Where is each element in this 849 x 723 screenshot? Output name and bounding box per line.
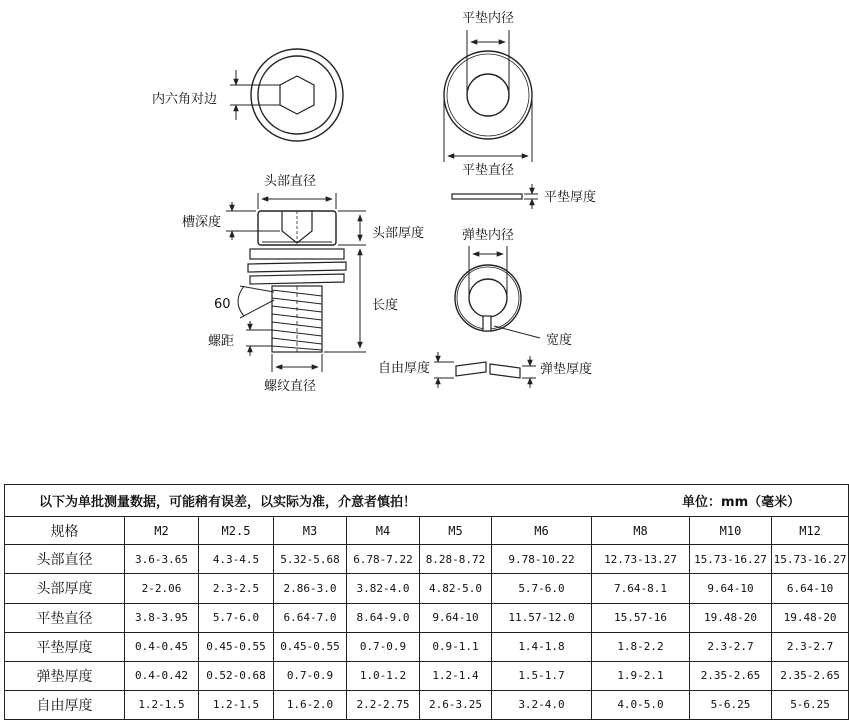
label-flat-washer-diameter: 平垫直径 [462, 163, 515, 178]
width-leader [494, 326, 540, 338]
table-cell: 2.3-2.5 [199, 574, 274, 603]
label-head-diameter: 头部直径 [264, 174, 317, 189]
table-cell: 15.57-16 [592, 603, 690, 632]
header-label: 规格 [5, 517, 125, 545]
table-cell: 9.78-10.22 [492, 545, 592, 574]
table-cell: 15.73-16.27 [690, 545, 772, 574]
table-cell: 2.3-2.7 [690, 632, 772, 661]
label-flat-washer-inner: 平垫内径 [462, 11, 515, 26]
label-spring-washer-thickness: 弹垫厚度 [540, 362, 593, 377]
table-note: 以下为单批测量数据，可能稍有误差，以实际为准，介意者慎拍！ [39, 495, 417, 511]
header-size: M6 [492, 517, 592, 545]
header-size: M4 [347, 517, 420, 545]
table-row [5, 545, 849, 574]
table-cell: 0.7-0.9 [347, 632, 420, 661]
table-cell: 0.9-1.1 [420, 632, 492, 661]
angle-dimension [238, 286, 274, 318]
label-length: 长度 [372, 298, 399, 313]
table-cell: 1.5-1.7 [492, 661, 592, 690]
row-label: 平垫直径 [5, 603, 125, 632]
header-size: M2.5 [199, 517, 274, 545]
head-dimension-top [258, 193, 336, 209]
table-cell: 6.64-7.0 [274, 603, 347, 632]
table-cell: 2-2.06 [125, 574, 199, 603]
label-thread-diameter: 螺纹直径 [264, 379, 317, 394]
table-cell: 9.64-10 [690, 574, 772, 603]
table-cell: 0.45-0.55 [199, 632, 274, 661]
table-cell: 1.0-1.2 [347, 661, 420, 690]
table-cell: 2.6-3.25 [420, 690, 492, 719]
flat-washer-side-view [452, 194, 522, 199]
row-label: 平垫厚度 [5, 632, 125, 661]
spring-washer-top-view [455, 265, 521, 331]
table-cell: 2.86-3.0 [274, 574, 347, 603]
table-cell: 8.28-8.72 [420, 545, 492, 574]
table-cell: 6.78-7.22 [347, 545, 420, 574]
screw-side-view [248, 211, 346, 352]
table-cell: 0.52-0.68 [199, 661, 274, 690]
table-cell: 1.6-2.0 [274, 690, 347, 719]
table-cell: 15.73-16.27 [772, 545, 849, 574]
table-cell: 2.35-2.65 [690, 661, 772, 690]
table-cell: 1.2-1.5 [199, 690, 274, 719]
table-unit: 单位：mm（毫米） [682, 495, 801, 511]
table-cell: 19.48-20 [772, 603, 849, 632]
flat-washer-thickness-dimension [524, 184, 538, 209]
table-cell: 3.8-3.95 [125, 603, 199, 632]
table-cell: 8.64-9.0 [347, 603, 420, 632]
table-cell: 2.2-2.75 [347, 690, 420, 719]
label-pitch: 螺距 [208, 334, 235, 349]
table-cell: 6.64-10 [772, 574, 849, 603]
table-cell: 19.48-20 [690, 603, 772, 632]
pitch-dimension [246, 321, 272, 356]
label-slot-depth: 槽深度 [182, 215, 222, 230]
table-cell: 5.32-5.68 [274, 545, 347, 574]
flat-washer-top-view [444, 51, 532, 139]
table-row [5, 574, 849, 603]
thread-diameter-dimension [272, 354, 322, 372]
flat-washer-inner-dimension [467, 30, 509, 95]
table-cell: 3.6-3.65 [125, 545, 199, 574]
header-size: M8 [592, 517, 690, 545]
table-cell: 0.7-0.9 [274, 661, 347, 690]
label-spring-washer-inner: 弹垫内径 [462, 228, 515, 243]
table-cell: 5.7-6.0 [199, 603, 274, 632]
label-hex-socket-flats: 内六角对边 [152, 92, 218, 107]
table-cell: 0.45-0.55 [274, 632, 347, 661]
table-cell: 7.64-8.1 [592, 574, 690, 603]
table-cell: 0.4-0.45 [125, 632, 199, 661]
table-cell: 1.2-1.4 [420, 661, 492, 690]
table-row [5, 661, 849, 690]
table-cell: 2.3-2.7 [772, 632, 849, 661]
label-free-thickness: 自由厚度 [378, 361, 431, 376]
head-top-view [251, 49, 343, 141]
table-cell: 5-6.25 [772, 690, 849, 719]
table-cell: 1.2-1.5 [125, 690, 199, 719]
header-size: M5 [420, 517, 492, 545]
table-cell: 1.9-2.1 [592, 661, 690, 690]
label-flat-washer-thickness: 平垫厚度 [544, 190, 597, 205]
table-row [5, 632, 849, 661]
header-size: M10 [690, 517, 772, 545]
label-head-thickness: 头部厚度 [372, 226, 425, 241]
table-header-row [5, 517, 849, 545]
table-cell: 3.82-4.0 [347, 574, 420, 603]
spec-table [4, 484, 849, 720]
table-cell: 3.2-4.0 [492, 690, 592, 719]
table-cell: 0.4-0.42 [125, 661, 199, 690]
table-cell: 5-6.25 [690, 690, 772, 719]
header-size: M2 [125, 517, 199, 545]
table-cell: 9.64-10 [420, 603, 492, 632]
table-cell: 5.7-6.0 [492, 574, 592, 603]
table-cell: 1.8-2.2 [592, 632, 690, 661]
flat-washer-diameter-dimension [444, 95, 532, 162]
table-cell: 4.0-5.0 [592, 690, 690, 719]
table-cell: 1.4-1.8 [492, 632, 592, 661]
row-label: 弹垫厚度 [5, 661, 125, 690]
row-label: 头部直径 [5, 545, 125, 574]
table-row [5, 603, 849, 632]
table-title-row [5, 485, 849, 517]
table-row [5, 690, 849, 719]
header-size: M12 [772, 517, 849, 545]
table-cell: 2.35-2.65 [772, 661, 849, 690]
label-angle: 60 [214, 297, 231, 312]
table-cell: 4.82-5.0 [420, 574, 492, 603]
row-label: 头部厚度 [5, 574, 125, 603]
table-cell: 12.73-13.27 [592, 545, 690, 574]
header-size: M3 [274, 517, 347, 545]
label-width: 宽度 [546, 333, 573, 348]
spring-washer-inner-dimension [469, 246, 507, 298]
table-cell: 11.57-12.0 [492, 603, 592, 632]
spring-washer-side-view [456, 362, 520, 378]
row-label: 自由厚度 [5, 690, 125, 719]
table-cell: 4.3-4.5 [199, 545, 274, 574]
